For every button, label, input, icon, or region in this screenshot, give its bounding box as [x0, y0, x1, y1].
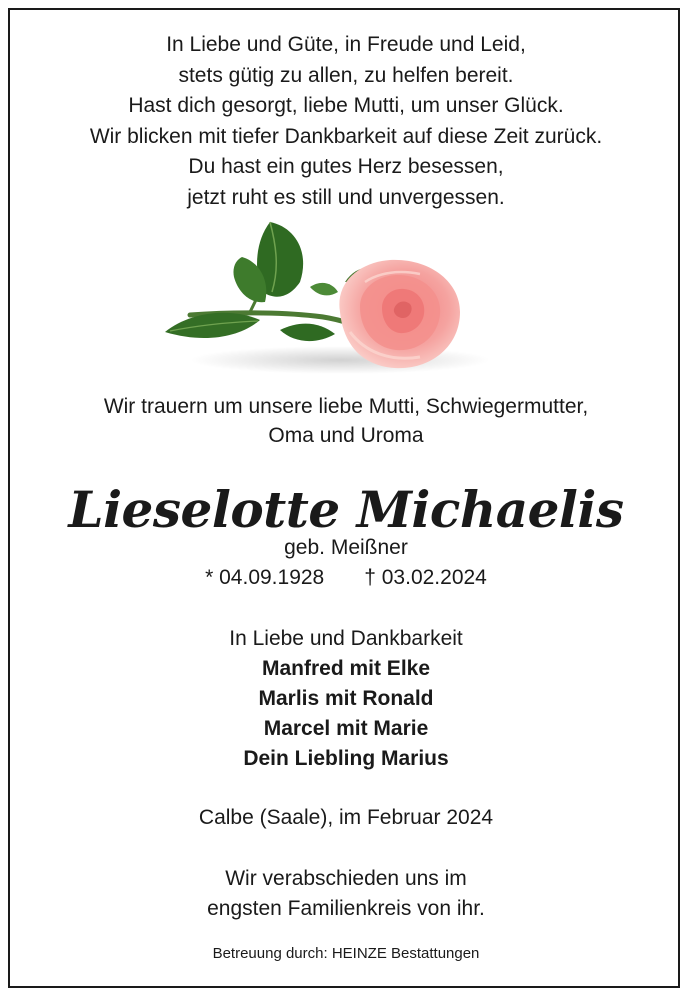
poem-line: jetzt ruht es still und unvergessen.: [187, 185, 505, 209]
mourner-name: Marcel mit Marie: [263, 717, 429, 740]
place-date: Calbe (Saale), im Februar 2024: [198, 806, 494, 829]
death-date: † 03.02.2024: [364, 566, 487, 589]
poem-line: stets gütig zu allen, zu helfen bereit.: [178, 63, 514, 87]
poem-line: Du hast ein gutes Herz besessen,: [188, 155, 504, 178]
mourner-name: Dein Liebling Marius: [243, 747, 449, 770]
mourners-intro: In Liebe und Dankbarkeit: [229, 627, 463, 650]
birth-date: * 04.09.1928: [205, 566, 325, 589]
poem-line: In Liebe und Güte, in Freude und Leid,: [166, 33, 526, 56]
mourning-line: Wir trauern um unsere liebe Mutti, Schwiegermutter,: [103, 395, 589, 418]
leaf: [165, 313, 260, 338]
farewell-note: [0, 864, 692, 924]
poem-line: Wir blicken mit tiefer Dankbarkeit auf diese Zeit zurück.: [89, 124, 603, 148]
mourners-list: [0, 624, 692, 774]
undertaker-credit: Betreuung durch: HEINZE Bestattungen: [212, 945, 480, 962]
mourning-line: Oma und Uroma: [268, 424, 424, 447]
mourner-name: Marlis mit Ronald: [258, 687, 434, 710]
leaf: [310, 283, 338, 296]
leaf: [280, 324, 335, 341]
mourning-text: [0, 392, 692, 450]
memorial-poem: [0, 30, 692, 213]
mourner-name: Manfred mit Elke: [261, 657, 431, 680]
deceased-name: Lieselotte Michaelis: [68, 480, 624, 539]
birth-name: geb. Meißner: [284, 536, 408, 559]
pink-rose-image: [160, 212, 490, 382]
life-dates: [0, 564, 692, 592]
farewell-line: engsten Familienkreis von ihr.: [207, 897, 485, 920]
farewell-line: Wir verabschieden uns im: [225, 867, 467, 890]
poem-line: Hast dich gesorgt, liebe Mutti, um unser Glück.: [128, 94, 564, 117]
